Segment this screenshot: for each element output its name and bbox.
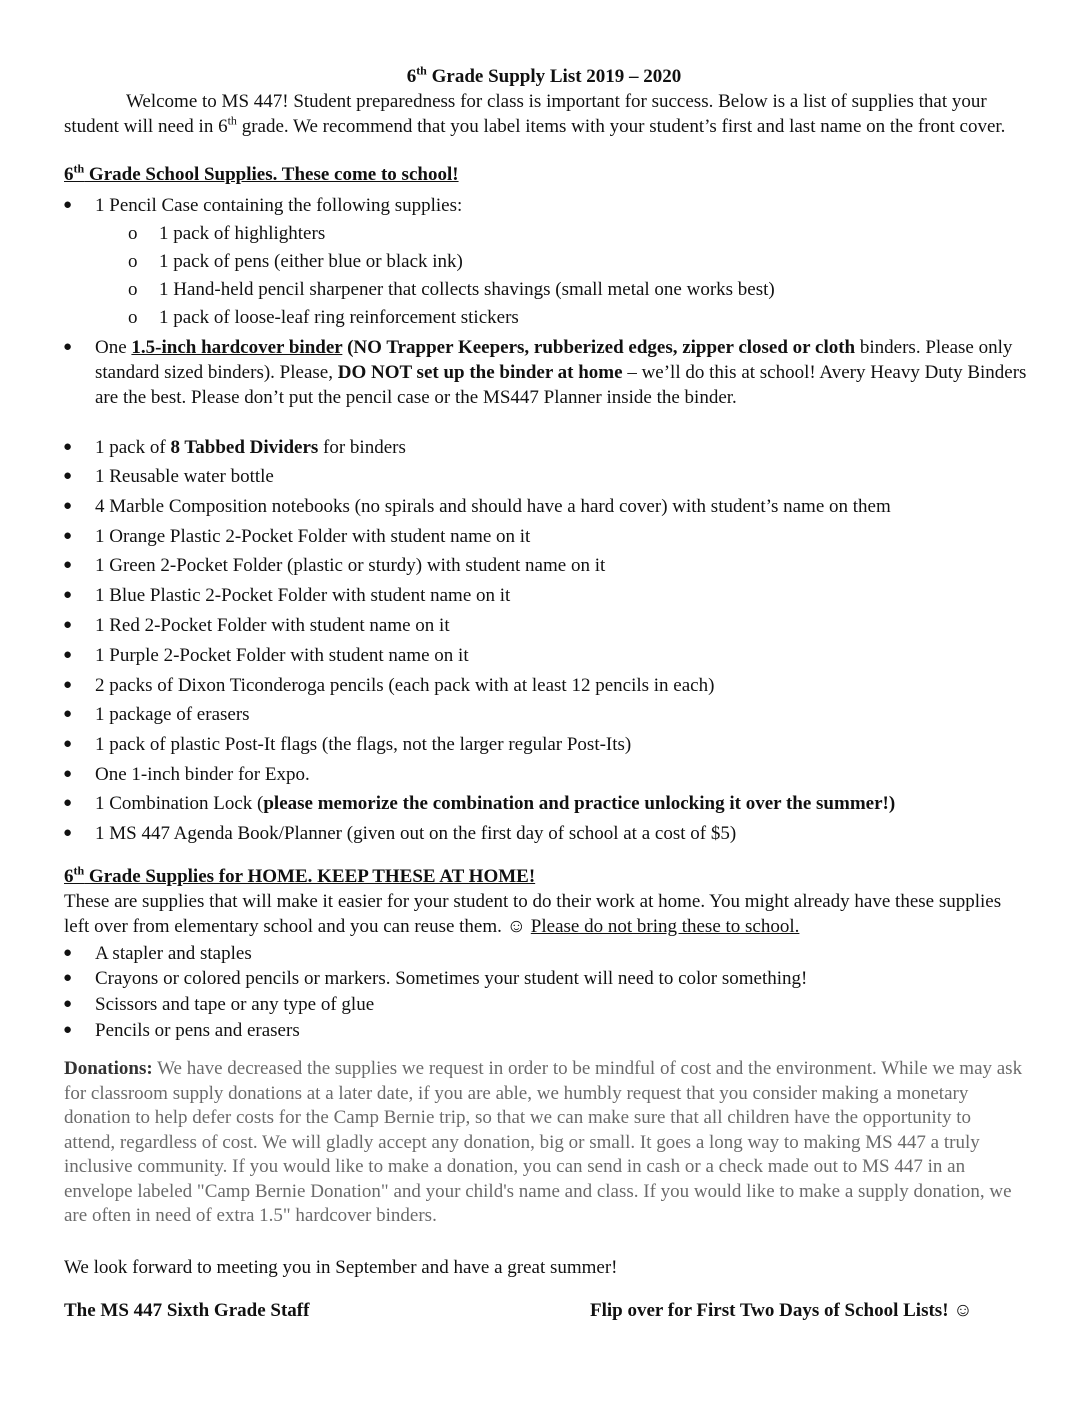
- supply-list-page: 6th Grade Supply List 2019 – 2020 Welcome to MS 447! Student preparedness for class is important for success. Below is a list of supplies that your student will need in 6th grade. We recommend that you label items with your student’s first and last name on the front cover. 6th Grade School Supplies. These come to school! ● 1 Pencil Case containing the following supplies: o 1 pack of highlighters o 1 pack of pens (either blue or black ink) o 1 Hand-held pencil sharpener that collects shavings (small metal one works best) o 1 pack of loose-leaf ring reinforcement stickers ● One 1.5-inch hardcover binder (NO Trapper Keepers, rubberized edges, zipper closed or cloth binders. Please only standard sized binders). Please, DO NOT set up the binder at home – we’ll do this at school! Avery Heavy Duty Binders are the best. Please don’t put the pencil case or the MS447 Planner inside the binder. ● 1 pack of 8 Tabbed Dividers for binders ● 1 Reusable water bottle ● 4 Marble Composition notebooks (no spirals and should have a hard cover) with student’s name on them ● 1 Orange Plastic 2-Pocket Folder with student name on it ● 1 Green 2-Pocket Folder (plastic or sturdy) with student name on it ● 1 Blue Plastic 2-Pocket Folder with student name on it ● 1 Red 2-Pocket Folder with student name on it ● 1 Purple 2-Pocket Folder with student name on it ● 2 packs of Dixon Ticonderoga pencils (each pack with at least 12 pencils in each) ● 1 package of erasers ● 1 pack of plastic Post-It flags (the flags, not the larger regular Post-Its) ● One 1-inch binder for Expo. ● 1 Combination Lock (please memorize the combination and practice unlocking it over the summer!) ● 1 MS 447 Agenda Book/Planner (given out on the first day of school at a cost of $5) 6th Grade Supplies for HOME. KEEP THESE AT HOME! These are supplies that will make it easier for your student to do their work at home. You might already have these supplies left over from elementary school and you can reuse them. ☺ Please do not bring these to school. ● A stapler and staples ● Crayons or colored pencils or markers. Sometimes your student will need to color something! ● Scissors and tape or any type of glue ● Pencils or pens and erasers Donations: We have decreased the supplies we request in order to be mindful of cost and the environment. While we may ask for classroom supply donations at a later date, if you are able, we humbly request that you consider making a monetary donation to help defer costs for the Camp Bernie trip, so that we can make sure that all children have the opportunity to attend, regardless of cost. We will gladly accept any donation, big or small. It goes a long way to making MS 447 a truly inclusive community. If you would like to make a donation, you can send in cash or a check made out to MS 447 in an envelope labeled "Camp Bernie Donation" and your child's name and class. If you would like to make a supply donation, we are often in need of extra 1.5" hardcover binders. We look forward to meeting you in September and have a great summer! The MS 447 Sixth Grade Staff Flip over for First Two Days of School Lists! ☺: [0, 0, 1088, 1408]
- flip-over-note: Flip over for First Two Days of School Lists! ☺: [590, 1300, 973, 1321]
- bullet-icon: ●: [63, 617, 73, 633]
- bullet-icon: ●: [63, 677, 73, 693]
- bullet-icon: ●: [63, 945, 73, 961]
- bullet-icon: ●: [63, 970, 73, 986]
- bullet-icon: ●: [63, 498, 73, 514]
- sub-bullet-icon: o: [128, 251, 138, 272]
- bullet-icon: ●: [63, 197, 73, 213]
- bullet-icon: ●: [63, 825, 73, 841]
- home-supplies-heading: 6th Grade Supplies for HOME. KEEP THESE AT HOME!: [64, 863, 536, 887]
- bullet-icon: ●: [63, 706, 73, 722]
- bullet-icon: ●: [63, 557, 73, 573]
- school-supplies-heading: 6th Grade School Supplies. These come to school!: [64, 161, 459, 185]
- bullet-icon: ●: [63, 766, 73, 782]
- bullet-icon: ●: [63, 339, 73, 355]
- sub-bullet-icon: o: [128, 223, 138, 244]
- bullet-icon: ●: [63, 795, 73, 811]
- bullet-icon: ●: [63, 587, 73, 603]
- bullet-icon: ●: [63, 439, 73, 455]
- home-intro-paragraph: These are supplies that will make it easier for your student to do their work at home. You might already have these supplies left over from elementary school and you can reuse them. ☺ Please do not bring these to school.: [64, 891, 1002, 937]
- bullet-icon: ●: [63, 468, 73, 484]
- bullet-icon: ●: [63, 528, 73, 544]
- intro-paragraph: Welcome to MS 447! Student preparedness for class is important for success. Below is a list of supplies that your student will need in 6th grade. We recommend that you label items with your student’s first and last name on the front cover.: [64, 91, 1006, 137]
- closing-line: We look forward to meeting you in September and have a great summer!: [64, 1257, 618, 1278]
- bullet-icon: ●: [63, 736, 73, 752]
- bullet-icon: ●: [63, 647, 73, 663]
- sub-bullet-icon: o: [128, 279, 138, 300]
- sub-bullet-icon: o: [128, 307, 138, 328]
- bullet-icon: ●: [63, 1022, 73, 1038]
- page-title: 6th Grade Supply List 2019 – 2020: [406, 63, 682, 87]
- signature: The MS 447 Sixth Grade Staff: [64, 1300, 310, 1321]
- bullet-icon: ●: [63, 996, 73, 1012]
- donations-paragraph: Donations: We have decreased the supplies we request in order to be mindful of cost and the environment. While we may ask for classroom supply donations at a later date, if you are able, we humbly request that you consider making a monetary donation to help defer costs for the Camp Bernie trip, so that we can make sure that all children have the opportunity to attend, regardless of cost. We will gladly accept any donation, big or small. It goes a long way to making MS 447 a truly inclusive community. If you would like to make a donation, you can send in cash or a check made out to MS 447 in an envelope labeled "Camp Bernie Donation" and your child's name and class. If you would like to make a supply donation, we are often in need of extra 1.5" hardcover binders.: [64, 1058, 1023, 1226]
